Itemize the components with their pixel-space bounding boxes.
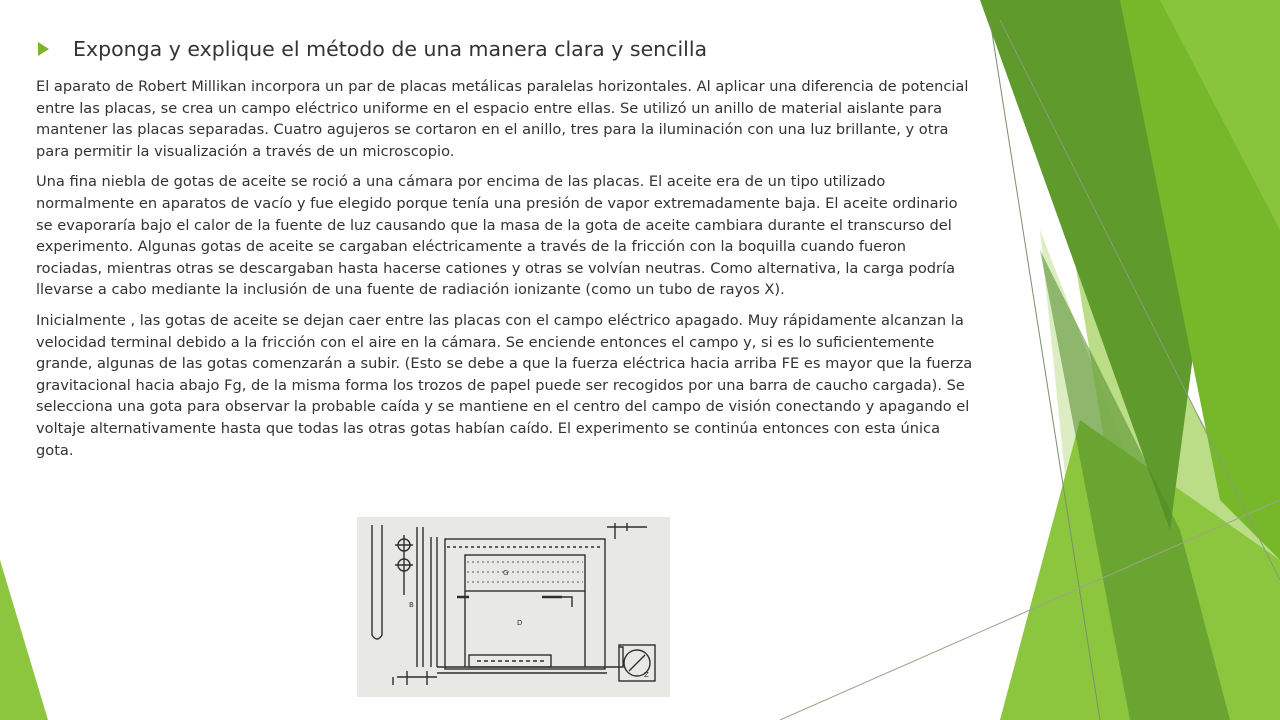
facet-deep <box>1040 250 1230 720</box>
slide-title: Exponga y explique el método de una manera clara y sencilla <box>73 37 708 61</box>
svg-text:Z: Z <box>644 671 649 679</box>
triangle-bullet-icon <box>38 42 49 56</box>
facet-bright <box>1160 0 1280 230</box>
svg-text:D: D <box>517 619 523 627</box>
paragraph-apparatus: El aparato de Robert Millikan incorpora un par de placas metálicas paralelas horizontales. Al aplicar una diferencia de potencial entre las placas, se crea un campo eléctrico uniforme en el espacio entre ellas. Se utilizó un anillo de material aislante para mantener las placas separadas. Cuatro agujeros se cortaron en el anillo, tres para la iluminación con una luz brillante, y otra para permitir la visualización a través de un microscopio. <box>36 78 969 160</box>
left-corner-facet <box>0 560 48 720</box>
thin-line-1 <box>990 20 1100 720</box>
facet-mid <box>1120 0 1280 560</box>
millikan-apparatus-figure <box>357 517 670 697</box>
paragraph-procedure: Inicialmente , las gotas de aceite se dejan caer entre las placas con el campo eléctrico apagado. Muy rápidamente alcanzan la velocidad terminal debido a la fricción con el aire en la cámara. Se enciende entonces el campo y, si es lo suficientemente grande, algunas de las gotas comenzarán a subir. (Esto se debe a que la fuerza eléctrica hacia arriba FE es mayor que la fuerza gravitacional hacia abajo Fg, de la misma forma los trozos de papel puede ser recogidos por una barra de caucho cargada). Se selecciona una gota para observar la probable caída y se mantiene en el centro del campo de visión conectando y apagando el voltaje alternativamente hasta que todas las otras gotas habían caído. El experimento se continúa entonces con esta única gota. <box>36 311 973 459</box>
facet-dark <box>980 0 1240 530</box>
svg-text:G: G <box>503 569 509 577</box>
slide-title-row <box>38 33 938 65</box>
facet-mid-lower <box>1000 420 1280 720</box>
facet-pale <box>1060 170 1280 720</box>
facet-light <box>1040 230 1230 720</box>
paragraph-oil-mist: Una fina niebla de gotas de aceite se roció a una cámara por encima de las placas. El aceite era de un tipo utilizado normalmente en aparatos de vacío y fue elegido porque tenía una presión de vapor extremadamente baja. El aceite ordinario se evaporaría bajo el calor de la fuente de luz causando que la masa de la gota de aceite cambiara durante el transcurso del experimento. Algunas gotas de aceite se cargaban eléctricamente a través de la fricción con la boquilla cuando fueron rociadas, mientras otras se descargaban hasta hacerse cationes y otras se volvían neutras. Como alternativa, la carga podría llevarse a cabo mediante la inclusión de una fuente de radiación ionizante (como un tubo de rayos X). <box>36 173 958 299</box>
slide-body <box>36 76 976 470</box>
thin-line-2 <box>780 500 1280 720</box>
millikan-apparatus-diagram-icon <box>357 517 670 697</box>
thin-line-3 <box>1000 20 1280 580</box>
svg-text:B: B <box>409 601 414 609</box>
